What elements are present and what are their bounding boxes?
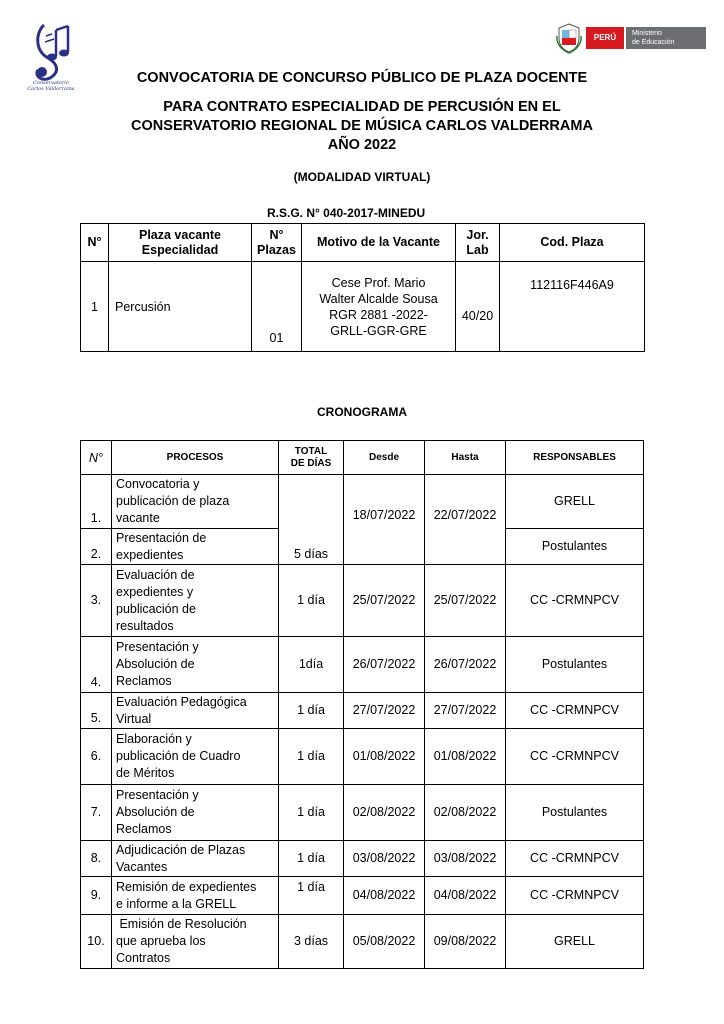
proceso-line2: Virtual — [116, 711, 152, 726]
proceso-line3: vacante — [116, 511, 160, 525]
crono-responsable: CC -CRMNPCV — [506, 565, 644, 637]
crono-num: 3. — [81, 565, 112, 637]
crono-proceso — [112, 529, 279, 565]
crono-proceso — [112, 877, 279, 915]
plaza-especialidad: Percusión — [109, 262, 252, 352]
crono-dias: 1 día — [279, 565, 344, 637]
crono-header-desde: Desde — [344, 441, 425, 475]
crono-hasta: 25/07/2022 — [425, 565, 506, 637]
proceso-line1: Presentación y — [116, 640, 199, 654]
proceso-line1: Convocatoria y — [116, 477, 200, 491]
crono-proceso — [112, 637, 279, 693]
crono-row-4 — [81, 637, 644, 693]
crono-hasta: 22/07/2022 — [425, 475, 506, 565]
title-line4: AÑO 2022 — [327, 137, 397, 153]
crono-hasta: 02/08/2022 — [425, 785, 506, 841]
proceso-line1: Emisión de Resolución — [116, 917, 247, 931]
crono-dias: 1 día — [279, 693, 344, 729]
crono-header-responsables: RESPONSABLES — [506, 441, 644, 475]
motivo-line2: Walter Alcalde Sousa — [319, 291, 438, 306]
crono-num: 5. — [81, 693, 112, 729]
proceso-line1: Adjudicación de Plazas — [116, 842, 246, 857]
crono-row-7 — [81, 785, 644, 841]
crono-dias: 1 día — [279, 785, 344, 841]
proceso-line1: Presentación de — [116, 530, 207, 545]
plaza-header-row — [81, 224, 645, 262]
header-jor-line2: Lab — [466, 242, 489, 257]
crono-row-10 — [81, 915, 644, 969]
cronograma-header-row — [81, 441, 644, 475]
crono-responsable: Postulantes — [506, 785, 644, 841]
crono-num: 9. — [81, 877, 112, 915]
crono-hasta: 03/08/2022 — [425, 841, 506, 877]
crono-row-5 — [81, 693, 644, 729]
motivo-line4: GRLL-GGR-GRE — [330, 323, 427, 338]
proceso-line1: Elaboración y — [116, 732, 192, 746]
header-num: N° — [81, 224, 109, 262]
crono-desde: 26/07/2022 — [344, 637, 425, 693]
crono-dias: 1día — [279, 637, 344, 693]
crono-responsable: CC -CRMNPCV — [506, 877, 644, 915]
cronograma-table — [80, 440, 644, 969]
crono-proceso — [112, 693, 279, 729]
header-n-line2: Plazas — [257, 242, 296, 257]
crono-responsable: CC -CRMNPCV — [506, 693, 644, 729]
crono-desde: 05/08/2022 — [344, 915, 425, 969]
proceso-line3: Contratos — [116, 951, 171, 965]
crono-desde: 27/07/2022 — [344, 693, 425, 729]
proceso-line2: expedientes y — [116, 584, 194, 599]
crono-desde: 02/08/2022 — [344, 785, 425, 841]
proceso-line4: resultados — [116, 618, 174, 633]
header-plaza-line1: Plaza vacante — [139, 227, 221, 242]
proceso-line1: Evaluación Pedagógica — [116, 694, 247, 709]
crono-row-1 — [81, 475, 644, 529]
cronograma-title: CRONOGRAMA — [317, 405, 407, 419]
crono-dias: 1 día — [279, 841, 344, 877]
header-n-plazas — [252, 224, 302, 262]
crono-responsable: Postulantes — [506, 637, 644, 693]
proceso-line1: Evaluación de — [116, 567, 195, 582]
crono-num: 1. — [81, 475, 112, 529]
crono-header-total-line1: TOTAL — [294, 445, 328, 457]
rsg-label: R.S.G. N° 040-2017-MINEDU — [267, 206, 426, 220]
title-block — [0, 98, 724, 155]
crono-responsable: CC -CRMNPCV — [506, 729, 644, 785]
crono-hasta: 04/08/2022 — [425, 877, 506, 915]
crono-num: 2. — [81, 529, 112, 565]
proceso-line3: de Méritos — [116, 766, 175, 780]
proceso-line2: e informe a la GRELL — [116, 896, 237, 911]
crono-num: 10. — [81, 915, 112, 969]
plaza-num: 1 — [81, 262, 109, 352]
plaza-codigo: 112116F446A9 — [500, 262, 645, 352]
logo-text-line1: Conservatorio — [33, 80, 69, 86]
crono-num: 8. — [81, 841, 112, 877]
proceso-line1: Remisión de expedientes — [116, 879, 257, 894]
crono-responsable: CC -CRMNPCV — [506, 841, 644, 877]
crono-responsable: Postulantes — [506, 529, 644, 565]
header-motivo: Motivo de la Vacante — [302, 224, 456, 262]
crono-proceso — [112, 785, 279, 841]
minedu-logo — [556, 22, 706, 54]
crono-proceso — [112, 475, 279, 529]
proceso-line2: publicación de plaza — [116, 494, 230, 508]
crono-num: 7. — [81, 785, 112, 841]
plaza-row — [81, 262, 645, 352]
crono-header-num: N° — [81, 441, 112, 475]
crono-row-9 — [81, 877, 644, 915]
plaza-jornada: 40/20 — [456, 262, 500, 352]
crono-dias: 1 día — [279, 729, 344, 785]
header-jor-line1: Jor. — [466, 227, 489, 242]
crono-num: 6. — [81, 729, 112, 785]
crono-hasta: 01/08/2022 — [425, 729, 506, 785]
crono-dias: 3 días — [279, 915, 344, 969]
plaza-motivo — [302, 262, 456, 352]
crono-desde: 25/07/2022 — [344, 565, 425, 637]
proceso-line2: Absolución de — [116, 805, 195, 819]
crono-num: 4. — [81, 637, 112, 693]
crono-header-procesos: PROCESOS — [112, 441, 279, 475]
crono-desde: 04/08/2022 — [344, 877, 425, 915]
proceso-line3: publicación de — [116, 601, 196, 616]
header-jornada — [456, 224, 500, 262]
crono-proceso — [112, 841, 279, 877]
header-plaza — [109, 224, 252, 262]
proceso-line2: que aprueba los — [116, 934, 206, 948]
crono-desde: 18/07/2022 — [344, 475, 425, 565]
crono-desde: 03/08/2022 — [344, 841, 425, 877]
proceso-line2: Absolución de — [116, 657, 195, 671]
crono-header-total-line2: DE DÍAS — [290, 457, 332, 469]
title-line1: CONVOCATORIA DE CONCURSO PÚBLICO DE PLAZA DOCENTE — [136, 70, 588, 86]
crono-responsable: GRELL — [506, 915, 644, 969]
crono-hasta: 27/07/2022 — [425, 693, 506, 729]
crono-row-3 — [81, 565, 644, 637]
crono-dias: 1 día — [279, 877, 344, 915]
crono-proceso — [112, 915, 279, 969]
ministry-label — [626, 27, 706, 49]
header-codigo: Cod. Plaza — [500, 224, 645, 262]
proceso-line3: Reclamos — [116, 822, 172, 836]
header-plaza-line2: Especialidad — [141, 242, 219, 257]
header-n-line1: N° — [269, 227, 284, 242]
title-line2: PARA CONTRATO ESPECIALIDAD DE PERCUSIÓN EN EL — [163, 99, 561, 115]
title-line3: CONSERVATORIO REGIONAL DE MÚSICA CARLOS VALDERRAMA — [131, 118, 593, 134]
proceso-line2: expedientes — [116, 547, 184, 562]
proceso-line3: Reclamos — [116, 674, 172, 688]
peru-shield-icon — [556, 22, 582, 54]
peru-label: PERÚ — [586, 27, 624, 49]
crono-row-6 — [81, 729, 644, 785]
crono-desde: 01/08/2022 — [344, 729, 425, 785]
proceso-line2: Vacantes — [116, 859, 168, 874]
ministry-line2: de Educación — [632, 39, 675, 46]
motivo-line1: Cese Prof. Mario — [331, 275, 426, 290]
crono-proceso — [112, 565, 279, 637]
crono-hasta: 09/08/2022 — [425, 915, 506, 969]
crono-row-8 — [81, 841, 644, 877]
crono-header-hasta: Hasta — [425, 441, 506, 475]
modality-label: (MODALIDAD VIRTUAL) — [293, 170, 431, 184]
plaza-table — [80, 223, 645, 352]
ministry-line1: Ministerio — [632, 30, 662, 37]
logo-text-line2: Carlos Valderrama — [27, 86, 75, 92]
proceso-line2: publicación de Cuadro — [116, 749, 241, 763]
crono-proceso — [112, 729, 279, 785]
motivo-line3: RGR 2881 -2022- — [329, 307, 428, 322]
proceso-line1: Presentación y — [116, 788, 199, 802]
plaza-count: 01 — [252, 262, 302, 352]
crono-hasta: 26/07/2022 — [425, 637, 506, 693]
crono-header-total — [279, 441, 344, 475]
crono-dias: 5 días — [279, 475, 344, 565]
crono-responsable: GRELL — [506, 475, 644, 529]
